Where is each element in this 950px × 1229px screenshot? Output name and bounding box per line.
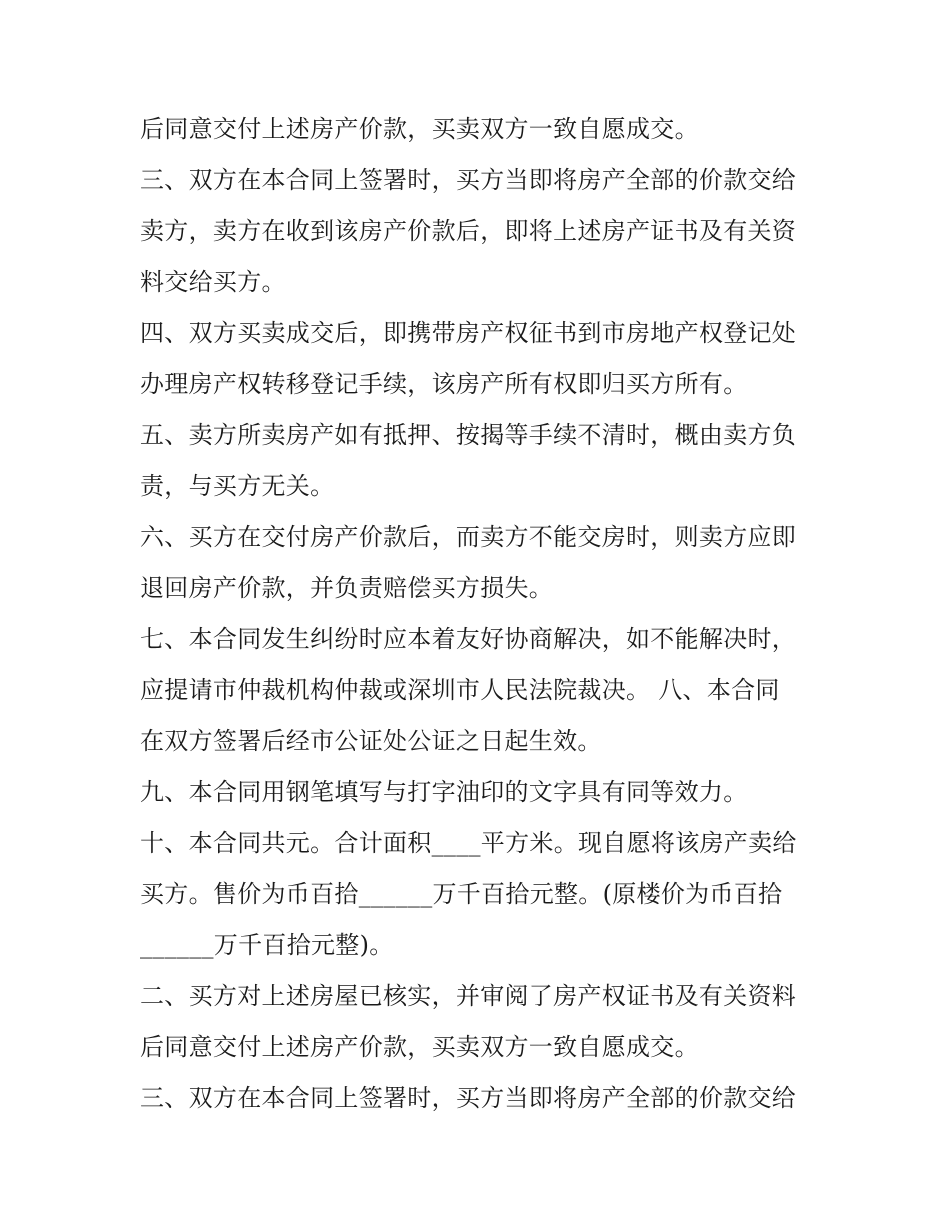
- text-line: 后同意交付上述房产价款，买卖双方一致自愿成交。: [140, 115, 699, 143]
- text-line: 三、双方在本合同上签署时，买方当即将房产全部的价款交给: [140, 1084, 797, 1112]
- text-line: 三、双方在本合同上签署时，买方当即将房产全部的价款交给: [140, 166, 797, 194]
- text-line: 在双方签署后经市公证处公证之日起生效。: [140, 727, 602, 755]
- text-line: 办理房产权转移登记手续，该房产所有权即归买方所有。: [140, 370, 748, 398]
- text-line: 五、卖方所卖房产如有抵押、按揭等手续不清时，概由卖方负: [140, 421, 797, 449]
- text-line: 六、买方在交付房产价款后，而卖方不能交房时，则卖方应即: [140, 523, 797, 551]
- text-line: 退回房产价款，并负责赔偿买方损失。: [140, 574, 554, 602]
- text-line: 二、买方对上述房屋已核实，并审阅了房产权证书及有关资料: [140, 982, 797, 1010]
- text-line: 应提请市仲裁机构仲裁或深圳市人民法院裁决。 八、本合同: [140, 676, 780, 704]
- text-line: 责，与买方无关。: [140, 472, 335, 500]
- text-line: 料交给买方。: [140, 268, 286, 296]
- text-line: 四、双方买卖成交后，即携带房产权征书到市房地产权登记处: [140, 319, 797, 347]
- text-line: 后同意交付上述房产价款，买卖双方一致自愿成交。: [140, 1033, 699, 1061]
- text-line: 七、本合同发生纠纷时应本着友好协商解决，如不能解决时，: [140, 625, 797, 653]
- contract-text: [140, 104, 830, 1124]
- text-line: 买方。售价为币百拾______万千百拾元整。(原楼价为币百拾: [140, 880, 783, 908]
- text-line: ______万千百拾元整)。: [140, 931, 394, 959]
- text-line: 九、本合同用钢笔填写与打字油印的文字具有同等效力。: [140, 778, 748, 806]
- text-line: 卖方，卖方在收到该房产价款后，即将上述房产证书及有关资: [140, 217, 797, 245]
- text-line: 十、本合同共元。合计面积____平方米。现自愿将该房产卖给: [140, 829, 797, 857]
